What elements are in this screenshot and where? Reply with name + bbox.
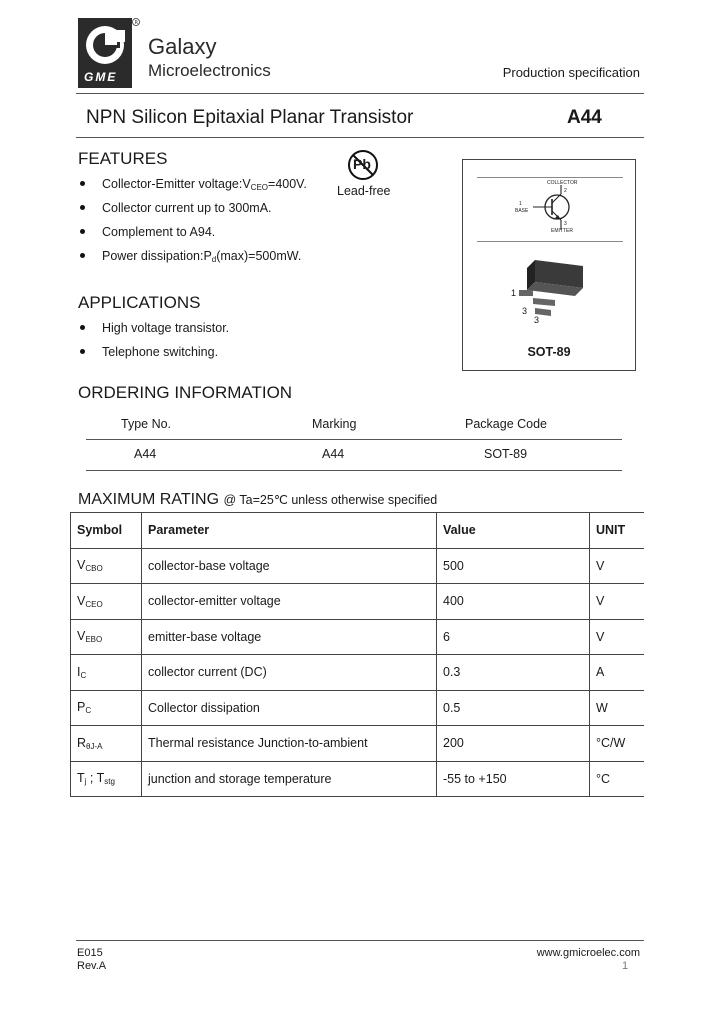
page-number: 1	[622, 960, 629, 972]
header-divider	[76, 93, 644, 94]
doc-code: E015	[77, 947, 103, 959]
table-row: $V_{CBO}$ collector-base voltage 500 V	[71, 548, 645, 584]
table-row: $I_C$ collector current (DC) 0.3 A	[71, 655, 645, 691]
package-label: SOT-89	[527, 345, 571, 359]
max-rating-table	[70, 512, 644, 797]
lead-free-symbol: Pb	[353, 156, 371, 172]
lead-free-icon	[343, 148, 385, 182]
application-item: High voltage transistor.	[78, 320, 229, 344]
features-heading: FEATURES	[78, 149, 168, 168]
ordering-col-marking: Marking	[312, 417, 357, 431]
lead-free-label: Lead-free	[337, 184, 391, 198]
website-link[interactable]: www.gmicroelec.com	[536, 947, 640, 959]
table-row: $T_j$ ; $T_{stg}$ junction and storage temperature -55 to +150 °C	[71, 761, 645, 797]
feature-item: Collector-Emitter $voltage:V_{CEO}=400V$.	[78, 176, 307, 200]
svg-text:R: R	[134, 20, 138, 26]
max-rating-heading-row	[78, 491, 437, 509]
feature-item: Complement to A94.	[78, 224, 307, 248]
table-row: $V_{EBO}$ emitter-base voltage 6 V	[71, 619, 645, 655]
part-number: A44	[567, 107, 602, 128]
table-row: $R_{\theta J-A}$ Thermal resistance Junction-to-ambient 200 °C/W	[71, 726, 645, 762]
applications-list	[78, 320, 229, 368]
footer-divider	[76, 940, 644, 941]
ordering-col-package: Package Code	[465, 417, 548, 431]
max-rating-heading: MAXIMUM RATING	[78, 491, 220, 508]
ordering-col-type: Type No.	[121, 417, 172, 431]
package-diagram-box: COLLECTOR 2 1 BASE 3 EMITTER 1 3 3 SOT-89	[462, 159, 636, 371]
table-header-row: Symbol Parameter Value UNIT	[71, 513, 645, 549]
spec-type: Production specification	[502, 65, 640, 80]
brand-subtitle: Microelectronics	[148, 61, 271, 80]
table-row: $P_C$ Collector dissipation 0.5 W	[71, 690, 645, 726]
logo-text: GME	[84, 70, 118, 84]
ordering-package: SOT-89	[484, 447, 528, 461]
features-list	[78, 176, 307, 272]
revision: Rev.A	[77, 960, 107, 972]
feature-item: Power $dissipation:P_d(\max)=500mW$.	[78, 248, 307, 272]
ordering-marking: A44	[322, 447, 345, 461]
device-description: NPN Silicon Epitaxial Planar Transistor	[86, 107, 414, 128]
max-rating-condition: @ Ta=25℃ unless otherwise specified	[223, 493, 438, 507]
application-item: Telephone switching.	[78, 344, 229, 368]
ordering-heading: ORDERING INFORMATION	[78, 383, 293, 402]
brand-name: Galaxy	[148, 34, 217, 59]
company-logo	[78, 18, 140, 90]
feature-item: Collector current up to 300mA.	[78, 200, 307, 224]
applications-heading: APPLICATIONS	[78, 293, 201, 312]
sot89-package-drawing	[505, 254, 595, 330]
table-row: $V_{CEO}$ collector-emitter voltage 400 V	[71, 584, 645, 620]
ordering-type: A44	[134, 447, 157, 461]
title-divider	[76, 137, 644, 138]
